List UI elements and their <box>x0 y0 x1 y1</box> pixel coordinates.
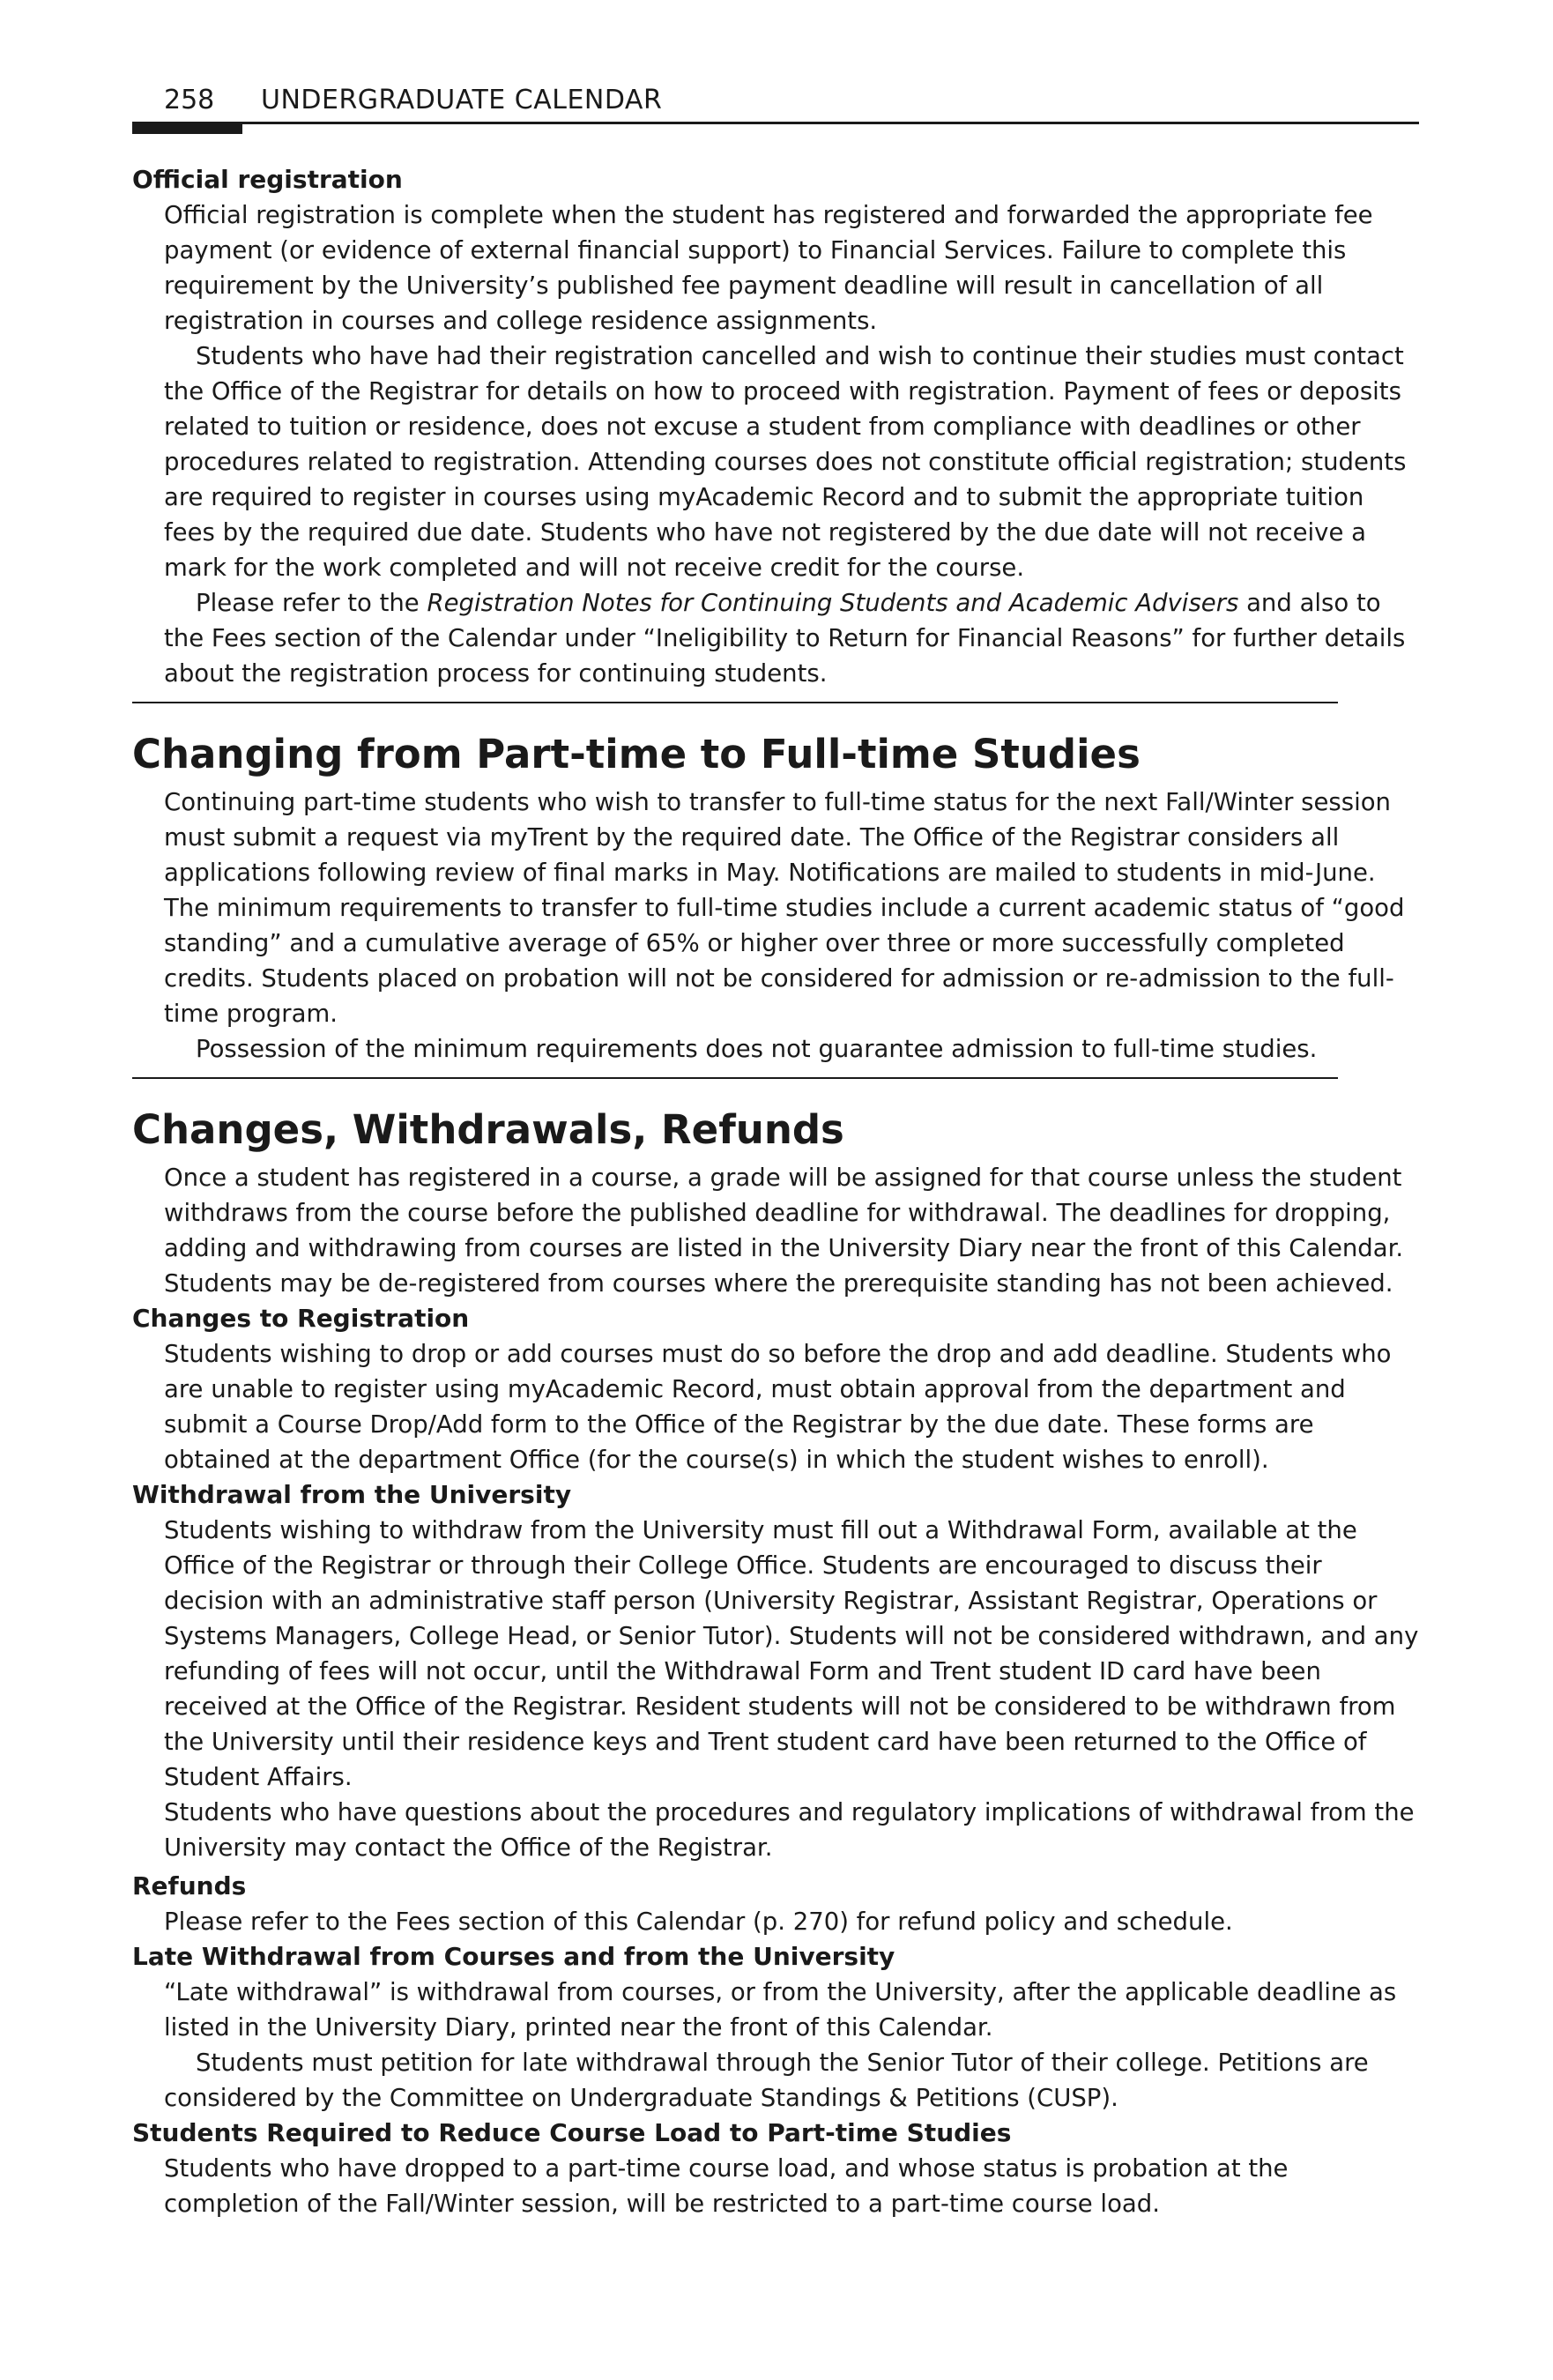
changes-withdrawals-refunds-heading: Changes, Withdrawals, Refunds <box>132 1106 844 1153</box>
part-time-to-full-time-section <box>132 730 1419 1067</box>
calendar-page <box>132 85 1419 2221</box>
refunds-paragraph: Please refer to the Fees section of this Calendar (p. 270) for refund policy and schedule. <box>164 1908 1233 1936</box>
withdrawal-heading: Withdrawal from the University <box>132 1480 572 1509</box>
part-time-to-full-time-heading: Changing from Part-time to Full-time Studies <box>132 731 1141 777</box>
late-withdrawal-heading: Late Withdrawal from Courses and from the University <box>132 1942 895 1971</box>
official-registration-paragraph-2: Students who have had their registration cancelled and wish to continue their studies must contact the Office of the Registrar for details on how to proceed with registration. Payment of fees or deposits related to tuition or residence, does not excuse a student from compliance with deadlines or other procedures related to registration. Attending courses does not constitute official registration; students are required to register in courses using myAcademic Record and to submit the appropriate tuition fees by the required due date. Students who have not registered by the due date will not receive a mark for the work completed and will not receive credit for the course. <box>164 342 1407 582</box>
reduce-course-load-paragraph: Students who have dropped to a part-time course load, and whose status is probation at the completion of the Fall/Winter session, will be restricted to a part-time course load. <box>164 2154 1289 2218</box>
section-divider <box>132 702 1338 703</box>
running-title: UNDERGRADUATE CALENDAR <box>261 85 663 115</box>
registration-notes-title: Registration Notes for Continuing Students and Academic Advisers <box>427 589 1239 617</box>
page-content <box>132 162 1419 2221</box>
header-rule <box>132 122 1419 124</box>
header-rule-accent <box>132 123 242 134</box>
paragraph-text: and also to the Fees section of the Calendar under “Ineligibility to Return for Financial Reasons” for further details about the registration process for continuing students. <box>164 589 1406 688</box>
paragraph-text: Please refer to the <box>196 589 427 617</box>
reduce-course-load-heading: Students Required to Reduce Course Load to Part-time Studies <box>132 2118 1012 2147</box>
changes-intro-paragraph: Once a student has registered in a course, a grade will be assigned for that course unless the student withdraws from the course before the published deadline for withdrawal. The deadlines for dropping, adding and withdrawing from courses are listed in the University Diary near the front of this Calendar. Students may be de-registered from courses where the prerequisite standing has not been achieved. <box>164 1164 1404 1298</box>
late-withdrawal-paragraph-2: Students must petition for late withdrawal through the Senior Tutor of their college. Petitions are considered by the Committee on Undergraduate Standings & Petitions (CUSP). <box>164 2049 1369 2112</box>
part-time-paragraph-1: Continuing part-time students who wish to transfer to full-time status for the next Fall/Winter session must submit a request via myTrent by the required date. The Office of the Registrar considers all applications following review of final marks in May. Notifications are mailed to students in mid-June. The minimum requirements to transfer to full-time studies include a current academic status of “good standing” and a cumulative average of 65% or higher over three or more successfully completed credits. Students placed on probation will not be considered for admission or re-admission to the full-time program. <box>164 788 1405 1028</box>
official-registration-paragraph-1: Official registration is complete when the student has registered and forwarded the appropriate fee payment (or evidence of external financial support) to Financial Services. Failure to complete this requirement by the University’s published fee payment deadline will result in cancellation of all registration in courses and college residence assignments. <box>164 201 1373 335</box>
withdrawal-paragraph-2: Students who have questions about the procedures and regulatory implications of withdrawal from the University may contact the Office of the Registrar. <box>164 1798 1415 1862</box>
official-registration-section <box>132 162 1419 691</box>
changes-withdrawals-refunds-section <box>132 1105 1419 2221</box>
official-registration-paragraph-3 <box>164 585 1419 691</box>
changes-to-registration-heading: Changes to Registration <box>132 1304 470 1333</box>
page-number: 258 <box>164 85 215 115</box>
changes-to-registration-paragraph: Students wishing to drop or add courses must do so before the drop and add deadline. Students who are unable to register using myAcademic Record, must obtain approval from the department and submit a Course Drop/Add form to the Office of the Registrar by the due date. These forms are obtained at the department Office (for the course(s) in which the student wishes to enroll). <box>164 1340 1392 1474</box>
part-time-paragraph-2: Possession of the minimum requirements does not guarantee admission to full-time studies. <box>196 1035 1318 1063</box>
late-withdrawal-paragraph-1: “Late withdrawal” is withdrawal from courses, or from the University, after the applicable deadline as listed in the University Diary, printed near the front of this Calendar. <box>164 1978 1397 2042</box>
page-header <box>132 85 1419 127</box>
official-registration-heading: Official registration <box>132 165 403 194</box>
withdrawal-paragraph-1: Students wishing to withdraw from the University must fill out a Withdrawal Form, available at the Office of the Registrar or through their College Office. Students are encouraged to discuss their decision with an administrative staff person (University Registrar, Assistant Registrar, Operations or Systems Managers, College Head, or Senior Tutor). Students will not be considered withdrawn, and any refunding of fees will not occur, until the Withdrawal Form and Trent student ID card have been received at the Office of the Registrar. Resident students will not be considered to be withdrawn from the University until their residence keys and Trent student card have been returned to the Office of Student Affairs. <box>164 1516 1419 1791</box>
section-divider <box>132 1077 1338 1079</box>
refunds-heading: Refunds <box>132 1871 247 1900</box>
